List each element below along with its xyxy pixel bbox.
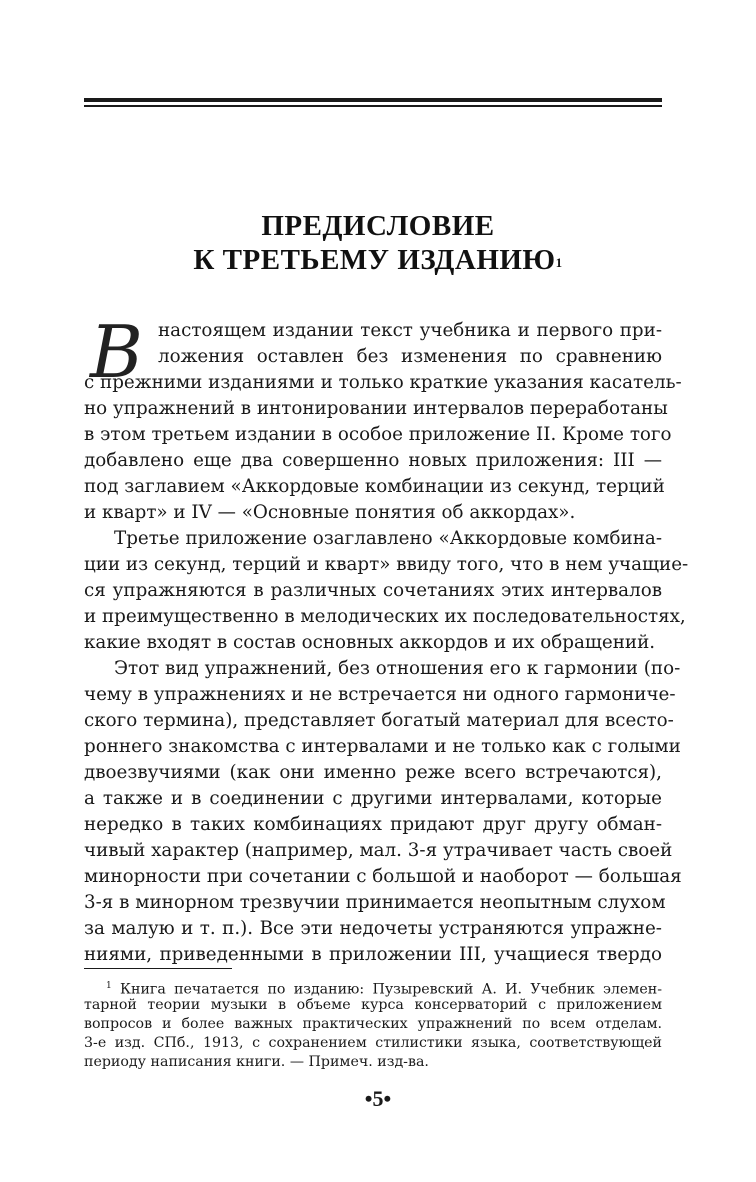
footnote-text: Книга печатается по изданию: Пузыревский А. И. Учебник элемен- (120, 981, 662, 998)
body-line: и преимущественно в мелодических их последовательностях, (84, 606, 686, 627)
drop-cap-letter: В (90, 310, 143, 394)
header-rule-thick (84, 98, 662, 102)
footnote-mark: 1 (106, 981, 112, 991)
body-line: ского термина), представляет богатый материал для всесто- (84, 710, 674, 731)
body-line: ся упражняются в различных сочетаниях этих интервалов (84, 580, 662, 601)
body-line: ции из секунд, терций и кварт» ввиду того, что в нем учащие- (84, 554, 689, 575)
body-line: двоезвучиями (как они именно реже всего встречаются), (84, 762, 662, 783)
body-line: какие входят в состав основных аккордов и их обращений. (84, 632, 656, 653)
body-line: с прежними изданиями и только краткие указания касатель- (84, 372, 682, 393)
body-line: Третье приложение озаглавлено «Аккордовые комбина- (114, 528, 662, 549)
body-line: чему в упражнениях и не встречается ни одного гармониче- (84, 684, 676, 705)
footnote-line: вопросов и более важных практических упражнений по всем отделам. (84, 1016, 662, 1032)
body-line: минорности при сочетании с большой и наоборот — большая (84, 866, 682, 887)
page-title-line-1: ПРЕДИСЛОВИЕ (261, 210, 495, 242)
body-line: чивый характер (например, мал. 3-я утрачивает часть своей (84, 840, 673, 861)
footnote-separator (84, 968, 232, 969)
header-rule-thin (84, 105, 662, 107)
footnote-ref-mark: 1 (555, 255, 563, 270)
footnote-line (106, 977, 662, 996)
body-line: настоящем издании текст учебника и первого при- (158, 320, 662, 341)
body-line: роннего знакомства с интервалами и не только как с голыми (84, 736, 681, 757)
footnote-line: тарной теории музыки в объеме курса консерваторий с приложением (84, 997, 662, 1013)
page-title-text: К ТРЕТЬЕМУ ИЗДАНИЮ (193, 244, 556, 276)
body-line: а также и в соединении с другими интервалами, которые (84, 788, 662, 809)
body-line: но упражнений в интонировании интервалов переработаны (84, 398, 668, 419)
body-line: и кварт» и IV — «Основные понятия об аккордах». (84, 502, 576, 523)
body-line: в этом третьем издании в особое приложение II. Кроме того (84, 424, 672, 445)
body-line: за малую и т. п.). Все эти недочеты устраняются упражне- (84, 918, 662, 939)
body-line: под заглавием «Аккордовые комбинации из секунд, терций (84, 476, 665, 497)
body-line: ниями, приведенными в приложении III, учащиеся твердо (84, 944, 662, 965)
footnote-line: 3-е изд. СПб., 1913, с сохранением стилистики языка, соответствующей (84, 1035, 662, 1051)
body-line: нередко в таких комбинациях придают друг другу обман- (84, 814, 662, 835)
footnote-line: периоду написания книги. — Примеч. изд-ва. (84, 1054, 429, 1070)
body-line: 3-я в минорном трезвучии принимается неопытным слухом (84, 892, 666, 913)
page-number: •5• (364, 1086, 392, 1111)
body-line: добавлено еще два совершенно новых приложения: III — (84, 450, 662, 471)
page-title-line-2 (0, 242, 756, 278)
body-line: Этот вид упражнений, без отношения его к гармонии (по- (114, 658, 681, 679)
body-line: ложения оставлен без изменения по сравнению (158, 346, 662, 367)
